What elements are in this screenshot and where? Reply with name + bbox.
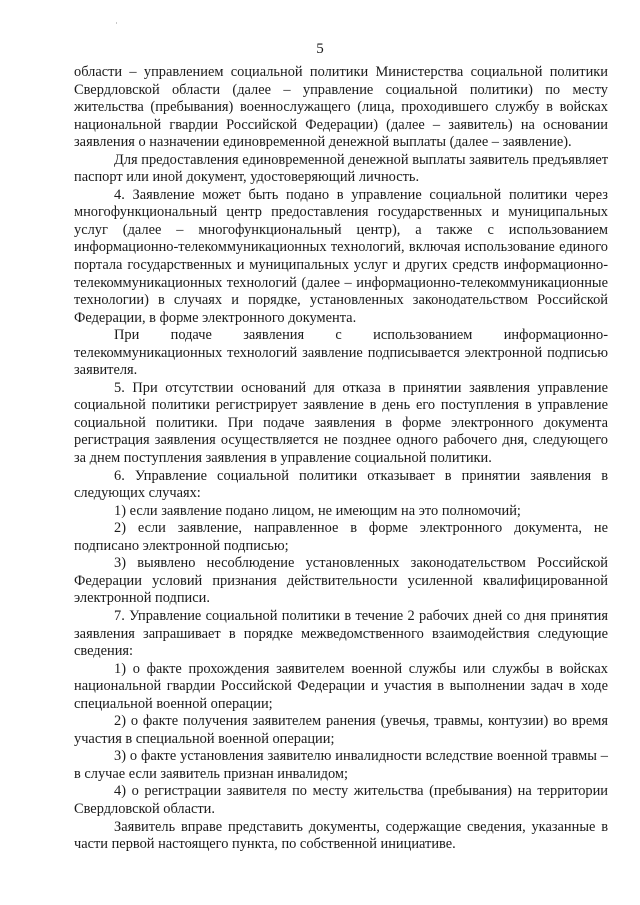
paragraph-item-4: 4. Заявление может быть подано в управление социальной политики через многофункциональный центр предоставления государственных и муниципальных услуг (далее – многофункциональный центр), а также с использованием информационно-телекоммуникационных технологий, включая использование единого портала государственных и муниципальных услуг и других средств информационно-телекоммуникационных технологий (далее – информационно-телекоммуникационные технологии) в случаях и порядке, установленных законодательством Российской Федерации, в форме электронного документа. — [74, 186, 608, 326]
paragraph-passport: Для предоставления единовременной денежной выплаты заявитель предъявляет паспорт или иной документ, удостоверяющий личность. — [74, 151, 608, 186]
paragraph-item-7-3: 3) о факте установления заявителю инвалидности вследствие военной травмы – в случае если заявитель признан инвалидом; — [74, 748, 608, 782]
paragraph-item-7: 7. Управление социальной политики в течение 2 рабочих дней со дня принятия заявления запрашивает в порядке межведомственного взаимодействия следующие сведения: — [74, 607, 608, 660]
document-body — [74, 64, 608, 854]
page-number: 5 — [316, 41, 324, 57]
paragraph-item-6-3: 3) выявлено несоблюдение установленных законодательством Российской Федерации условий признания действительности усиленной квалифицированной электронной подписи. — [74, 555, 608, 607]
scan-mark — [116, 22, 117, 24]
paragraph-item-5: 5. При отсутствии оснований для отказа в принятии заявления управление социальной политики регистрирует заявление в день его поступления в управление социальной политики. При подаче заявления в форме электронного документа регистрация заявления осуществляется не позднее одного рабочего дня, следующего за днем поступления заявления в управление социальной политики. — [74, 379, 608, 467]
paragraph-item-7-2: 2) о факте получения заявителем ранения (увечья, травмы, контузии) во время участия в специальной военной операции; — [74, 713, 608, 747]
paragraph-item-6-1: 1) если заявление подано лицом, не имеющим на это полномочий; — [114, 502, 521, 519]
paragraph-electronic-signature: При подаче заявления с использованием информационно-телекоммуникационных технологий заявление подписывается электронной подписью заявителя. — [74, 327, 608, 379]
paragraph-item-6-2: 2) если заявление, направленное в форме электронного документа, не подписано электронной подписью; — [74, 520, 608, 554]
paragraph-continuation: области – управлением социальной политики Министерства социальной политики Свердловской области (далее – управление социальной политики) по месту жительства (пребывания) военнослужащего (лица, проходившего службу в войсках национальной гвардии Российской Федерации) (далее – заявитель) на основании заявления о назначении единовременной денежной выплаты (далее – заявление). — [74, 64, 608, 151]
paragraph-item-7-1: 1) о факте прохождения заявителем военной службы или службы в войсках национальной гвардии Российской Федерации и участия в выполнении задач в ходе специальной военной операции; — [74, 660, 608, 712]
paragraph-own-initiative: Заявитель вправе представить документы, содержащие сведения, указанные в части первой настоящего пункта, по собственной инициативе. — [74, 818, 608, 853]
paragraph-item-7-4: 4) о регистрации заявителя по месту жительства (пребывания) на территории Свердловской области. — [74, 783, 608, 817]
paragraph-item-6: 6. Управление социальной политики отказывает в принятии заявления в следующих случаях: — [74, 467, 608, 502]
